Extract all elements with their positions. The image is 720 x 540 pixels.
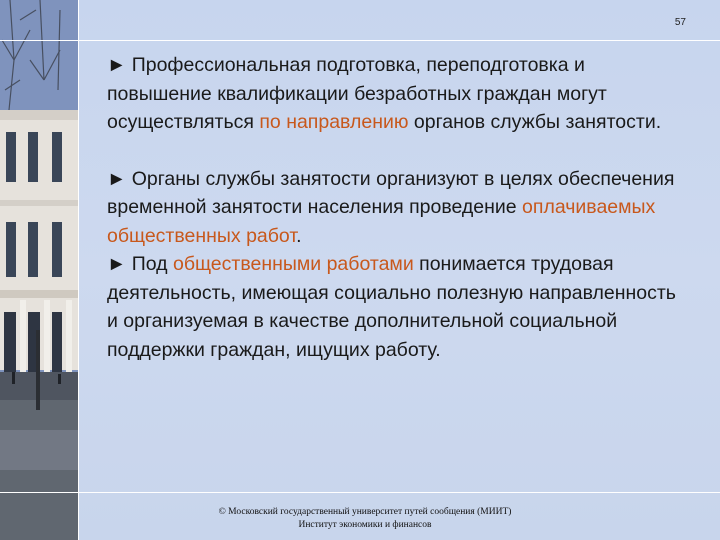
footer-copyright: © Московский государственный университет путей сообщения (МИИТ) (218, 507, 512, 517)
vertical-divider (78, 0, 79, 540)
page-number: 57 (674, 17, 686, 28)
paragraph-2-text-b: . (296, 224, 302, 247)
paragraph-1-text-b: органов службы занятости. (408, 111, 662, 133)
paragraph-2-text-a: Органы службы занятости организуют в целях обеспечения временной занятости населения проведение (107, 167, 675, 218)
bullet-arrow-icon: ► (107, 253, 127, 275)
paragraph-2 (107, 165, 692, 251)
paragraph-3 (107, 250, 692, 364)
horizontal-divider-bottom (0, 492, 720, 493)
bullet-arrow-icon: ► (107, 167, 127, 190)
paragraph-1-highlight: по направлению (259, 111, 409, 133)
paragraph-2-highlight: оплачиваемых общественных работ (107, 196, 656, 247)
paragraph-1-text-a: Профессиональная подготовка, переподготовка и повышение квалификации безработных граждан могут осуществляться (107, 54, 607, 133)
bullet-arrow-icon: ► (107, 54, 127, 76)
paragraph-3-text-b: понимается трудовая деятельность, имеющая социально полезную направленность и организуемая в качестве дополнительной социальной поддержки граждан, ищущих работу. (107, 253, 676, 361)
paragraph-3-highlight: общественными работами (172, 253, 414, 275)
horizontal-divider-top (0, 40, 720, 41)
building-photo-illustration (0, 0, 78, 540)
paragraph-1 (107, 51, 692, 137)
paragraph-3-text-a: Под (126, 253, 173, 275)
slide-body (107, 51, 692, 364)
building-photo (0, 0, 78, 540)
footer-institute: Институт экономики и финансов (298, 520, 432, 530)
